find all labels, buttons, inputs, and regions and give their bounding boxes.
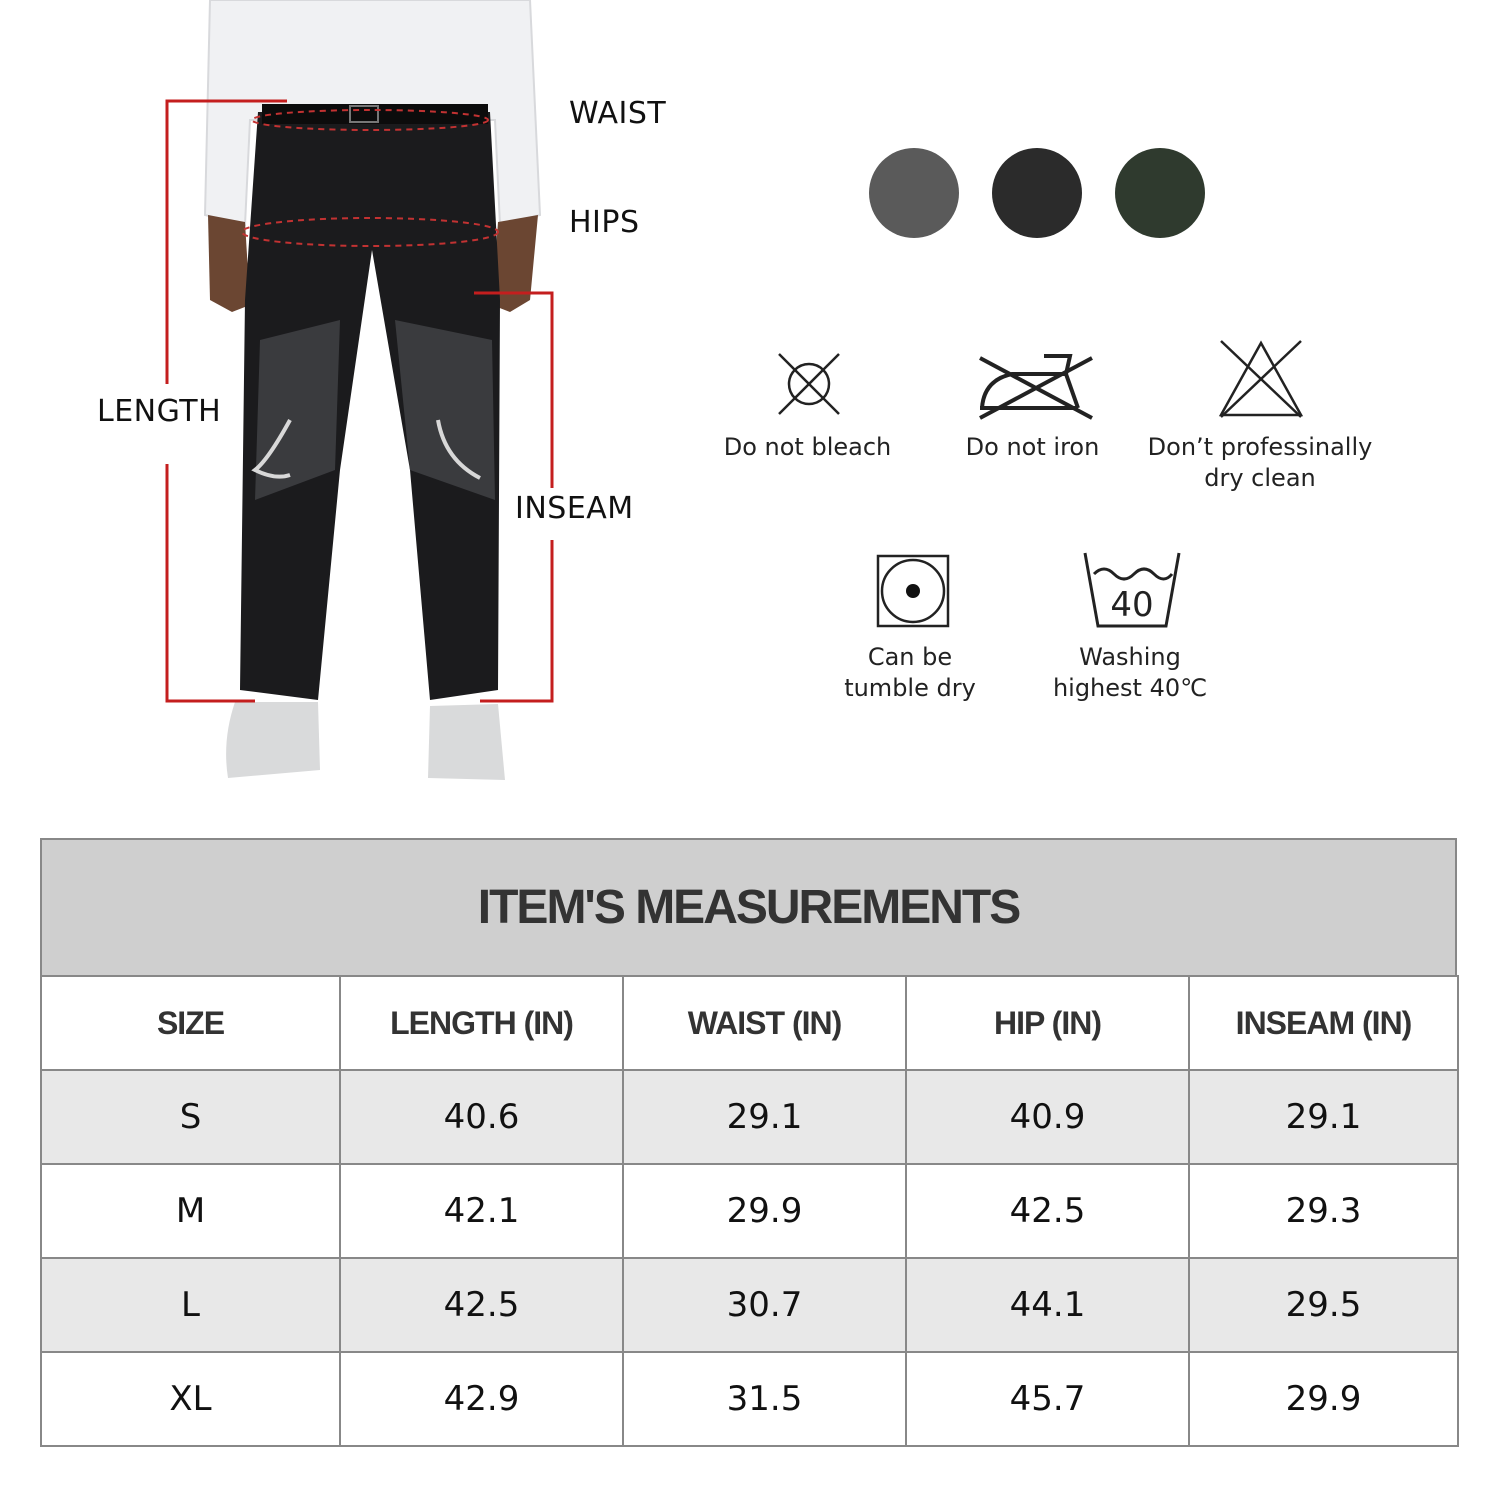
tumble-dry-label-line1: Can be bbox=[867, 643, 953, 671]
table-row bbox=[41, 1258, 1458, 1352]
waist-cell: 29.1 bbox=[623, 1070, 906, 1164]
table-row bbox=[41, 1164, 1458, 1258]
waist-cell: 30.7 bbox=[623, 1258, 906, 1352]
hip-cell: 42.5 bbox=[906, 1164, 1189, 1258]
army-green-swatch[interactable] bbox=[1115, 148, 1205, 238]
no-dry-clean-icon bbox=[1217, 337, 1305, 421]
wash-40-label bbox=[1035, 642, 1225, 704]
column-header-hip: HIP (IN) bbox=[906, 976, 1189, 1070]
wash-40-label-line1: Washing bbox=[1079, 643, 1181, 671]
inseam-cell: 29.1 bbox=[1189, 1070, 1458, 1164]
wash-40-icon bbox=[1082, 550, 1182, 630]
size-cell: XL bbox=[41, 1352, 340, 1446]
no-bleach-icon bbox=[775, 350, 843, 418]
size-cell: M bbox=[41, 1164, 340, 1258]
inseam-cell: 29.9 bbox=[1189, 1352, 1458, 1446]
length-cell: 42.5 bbox=[340, 1258, 623, 1352]
hip-cell: 44.1 bbox=[906, 1258, 1189, 1352]
size-chart-title-bar bbox=[40, 838, 1457, 975]
column-header-inseam: INSEAM (IN) bbox=[1189, 976, 1458, 1070]
black-swatch[interactable] bbox=[992, 148, 1082, 238]
column-header-waist: WAIST (IN) bbox=[623, 976, 906, 1070]
hip-cell: 40.9 bbox=[906, 1070, 1189, 1164]
length-cell: 42.1 bbox=[340, 1164, 623, 1258]
table-row bbox=[41, 1352, 1458, 1446]
no-iron-icon bbox=[974, 350, 1096, 422]
waist-cell: 31.5 bbox=[623, 1352, 906, 1446]
inseam-cell: 29.3 bbox=[1189, 1164, 1458, 1258]
wash-40-label-line2: highest 40℃ bbox=[1052, 674, 1208, 702]
size-cell: S bbox=[41, 1070, 340, 1164]
table-header-row bbox=[41, 976, 1458, 1070]
inseam-label: INSEAM bbox=[515, 491, 634, 526]
no-dry-clean-label-line2: dry clean bbox=[1204, 464, 1316, 492]
hip-cell: 45.7 bbox=[906, 1352, 1189, 1446]
table-row bbox=[41, 1070, 1458, 1164]
product-figure bbox=[0, 0, 760, 820]
size-table bbox=[40, 975, 1459, 1447]
grey-swatch[interactable] bbox=[869, 148, 959, 238]
wash-temperature-text: 40 bbox=[1110, 585, 1154, 625]
no-bleach-label: Do not bleach bbox=[723, 433, 892, 461]
size-cell: L bbox=[41, 1258, 340, 1352]
tumble-dry-label-line2: tumble dry bbox=[844, 674, 976, 702]
column-header-size: SIZE bbox=[41, 976, 340, 1070]
length-cell: 42.9 bbox=[340, 1352, 623, 1446]
tumble-dry-icon bbox=[876, 554, 950, 628]
waist-cell: 29.9 bbox=[623, 1164, 906, 1258]
size-chart bbox=[40, 838, 1457, 1447]
no-dry-clean-label-line1: Don’t professinally bbox=[1147, 433, 1373, 461]
waist-label: WAIST bbox=[569, 96, 667, 131]
length-label: LENGTH bbox=[97, 394, 222, 429]
tumble-dry-label bbox=[820, 642, 1000, 704]
size-chart-title: ITEM'S MEASUREMENTS bbox=[477, 881, 1020, 934]
hips-label: HIPS bbox=[569, 205, 640, 240]
column-header-length: LENGTH (IN) bbox=[340, 976, 623, 1070]
length-cell: 40.6 bbox=[340, 1070, 623, 1164]
no-dry-clean-label bbox=[1130, 432, 1390, 494]
no-iron-label: Do not iron bbox=[965, 433, 1100, 461]
inseam-cell: 29.5 bbox=[1189, 1258, 1458, 1352]
